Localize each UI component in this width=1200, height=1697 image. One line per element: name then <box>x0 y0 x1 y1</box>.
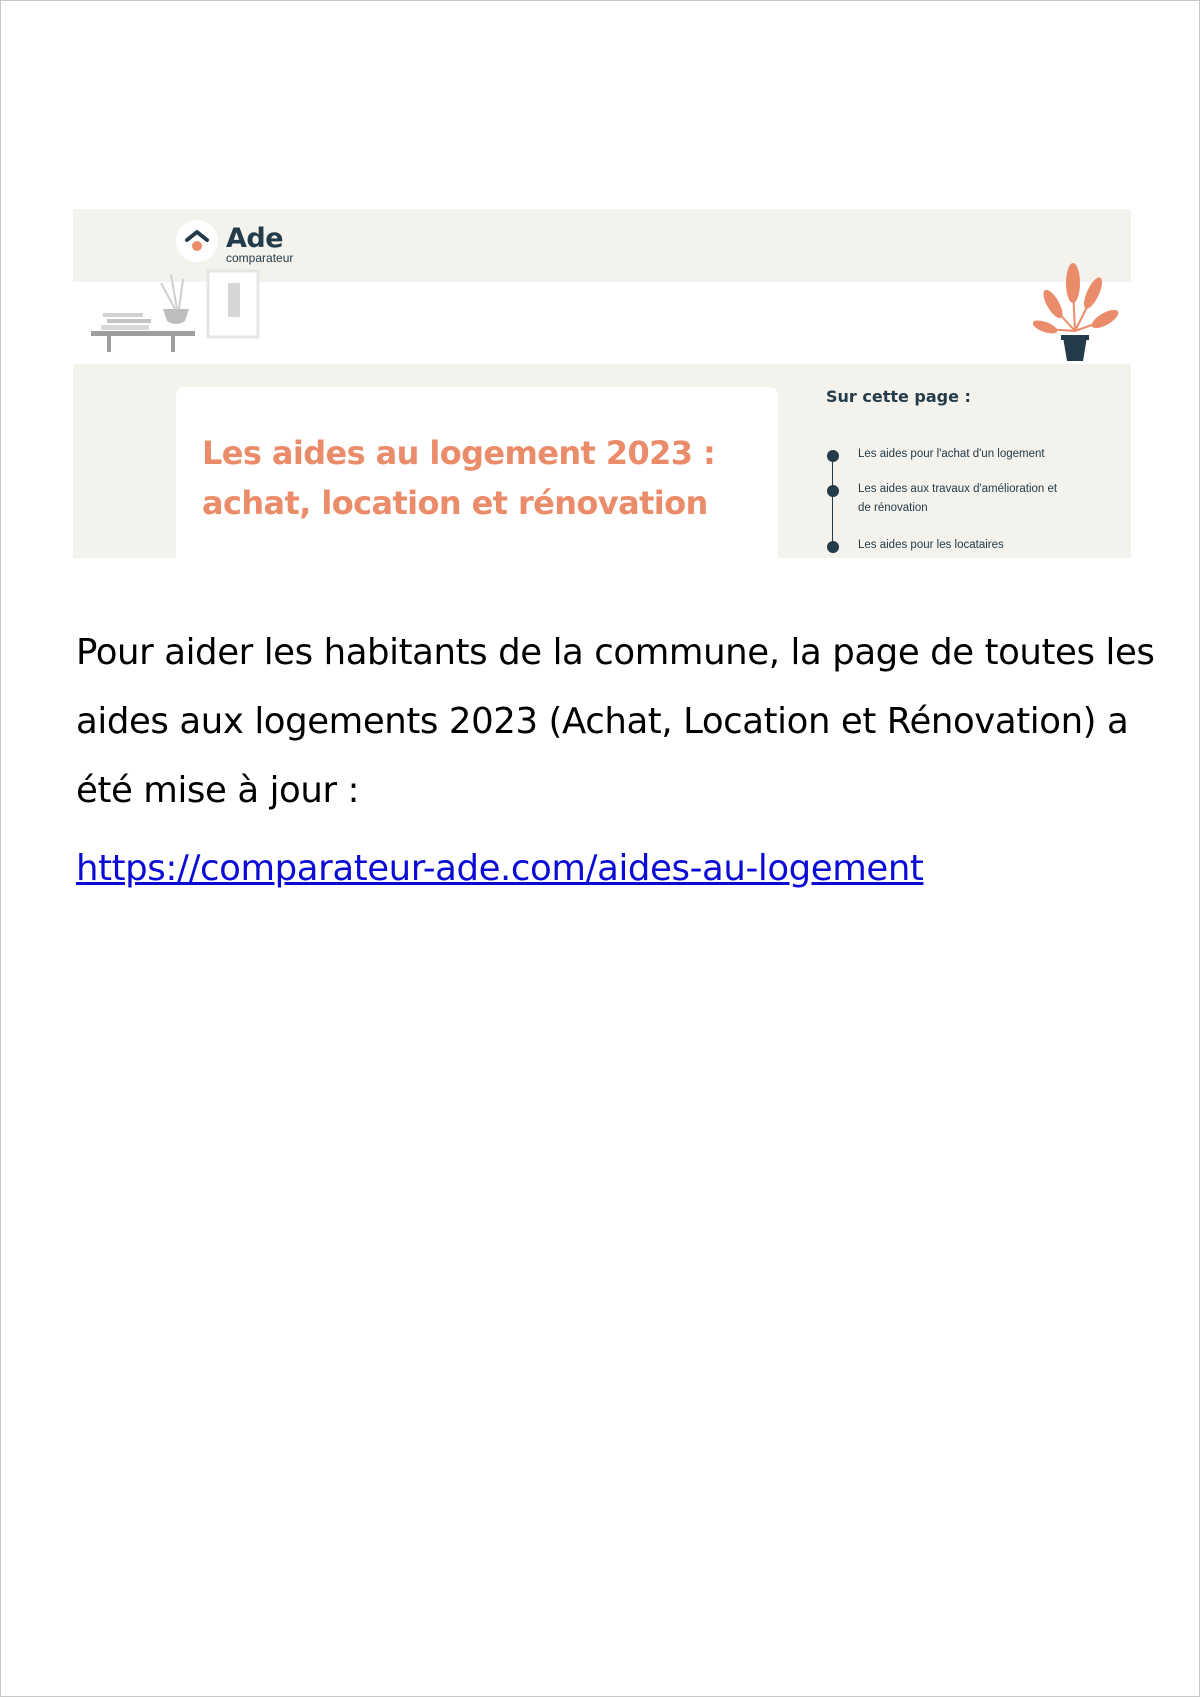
toc-bullet-icon <box>827 541 839 553</box>
article-title-card <box>176 387 778 558</box>
toc-heading: Sur cette page : <box>826 387 971 406</box>
aides-logement-link[interactable]: https://comparateur-ade.com/aides-au-logement <box>76 848 924 889</box>
toc-timeline-line <box>832 457 833 547</box>
toc-item[interactable]: Les aides pour les locataires <box>858 539 1004 551</box>
logo-subtitle: comparateur <box>226 251 294 265</box>
toc-item[interactable]: Les aides aux travaux d'amélioration et de rénovation <box>858 483 1058 514</box>
logo-name: Ade <box>226 223 284 254</box>
ade-logo-icon <box>176 220 218 262</box>
article-title: Les aides au logement 2023 : achat, location et rénovation <box>202 434 716 522</box>
toc-item[interactable]: Les aides pour l'achat d'un logement <box>858 448 1045 460</box>
toc-bullet-icon <box>827 450 839 462</box>
toc-bullet-icon <box>827 485 839 497</box>
document-paragraph: Pour aider les habitants de la commune, la page de toutes les aides aux logements 2023 (Achat, Location et Rénovation) a été mise à jour : <box>76 632 1155 811</box>
website-screenshot <box>73 209 1131 558</box>
shelf-illustration-icon <box>91 269 281 374</box>
plant-illustration-icon <box>1033 259 1123 374</box>
